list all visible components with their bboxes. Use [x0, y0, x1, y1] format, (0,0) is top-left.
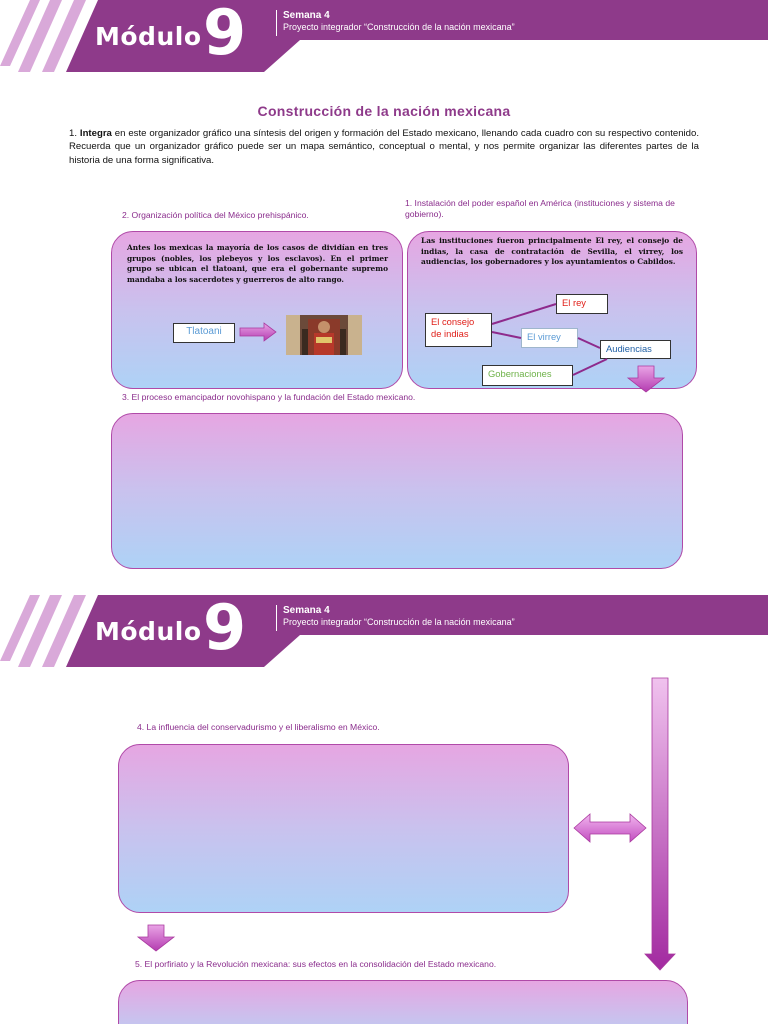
- week-label-2: Semana 4: [283, 605, 330, 616]
- arrow-double-horizontal-icon: [574, 814, 646, 842]
- arrow-down-icon-1: [628, 366, 664, 392]
- arrow-right-icon: [240, 323, 276, 341]
- instr-bold: Integra: [79, 128, 112, 139]
- section-4-label: 4. La influencia del conservadurismo y el liberalismo en México.: [137, 722, 380, 732]
- section-1-label: 1. Instalación del poder español en América (instituciones y sistema de gobierno).: [405, 198, 675, 219]
- week-label: Semana 4: [283, 10, 330, 21]
- module-number-2: 9: [203, 591, 247, 664]
- arrow-down-long-icon: [645, 678, 675, 970]
- audiencias-label: Audiencias: [600, 340, 671, 359]
- arrow-down-icon-2: [138, 925, 174, 951]
- box-prehispanic-text: Antes los mexicas la mayoría de los casos de dividían en tres grupos (nobles, los plebeyos y los esclavos). En el primer grupo se ubican el tlatoani, que era el gobernante supremo mandaba a los sacerdotes y guerreros de alto rango.: [127, 243, 388, 284]
- tlatoani-label: Tlatoani: [173, 323, 235, 343]
- project-label-2: Proyecto integrador “Construcción de la nación mexicana”: [283, 617, 515, 627]
- line-consejo-virrey: [492, 332, 521, 338]
- module-word-2: Módulo: [95, 617, 202, 646]
- gobernaciones-label: Gobernaciones: [482, 365, 573, 386]
- section-2-label: 2. Organización política del México prehispánico.: [122, 210, 309, 220]
- consejo-label: El consejo de indias: [425, 313, 492, 347]
- section-3-label: 3. El proceso emancipador novohispano y la fundación del Estado mexicano.: [122, 392, 416, 402]
- virrey-label: El virrey: [521, 328, 578, 348]
- line-virrey-audiencias: [578, 338, 600, 348]
- line-consejo-rey: [492, 304, 556, 324]
- line-gobernaciones-audiencias: [573, 359, 607, 375]
- document-title: Construcción de la nación mexicana: [257, 103, 511, 119]
- module-number: 9: [203, 0, 247, 69]
- box-spanish-power-text: Las instituciones fueron principalmente El rey, el consejo de indias, la casa de contratación de Sevilla, el virrey, los audiencias, los gobernadores y los ayuntamientos o Cabildos.: [421, 236, 683, 267]
- module-word: Módulo: [95, 22, 202, 51]
- instr-number: 1.: [69, 128, 78, 139]
- rey-label: El rey: [556, 294, 608, 314]
- project-label: Proyecto integrador “Construcción de la nación mexicana”: [283, 22, 515, 32]
- instr-rest: en este organizador gráfico una síntesis del origen y formación del Estado mexicano, llenando cada cuadro con su respectivo contenido. Recuerda que un organizador gráfico puede ser un mapa semántico, conceptual o mental, y nos permite organizar las diferentes partes de la historia de una forma significativa.: [69, 128, 700, 166]
- section-5-label: 5. El porfiriato y la Revolución mexicana: sus efectos en la consolidación del Estado mexicano.: [135, 959, 497, 969]
